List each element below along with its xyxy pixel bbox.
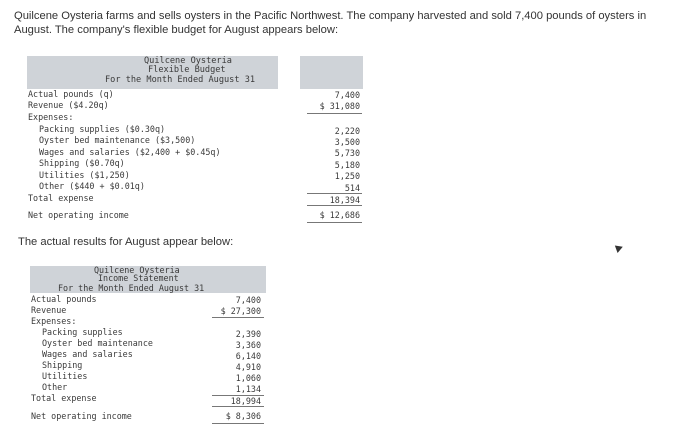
is-value-oyster-bed: 3,360: [235, 340, 261, 350]
flexible-budget-subtitle: Flexible Budget: [148, 65, 226, 75]
fb-label-expenses: Expenses:: [28, 112, 74, 122]
is-label-shipping: Shipping: [42, 360, 83, 370]
is-label-net-income: Net operating income: [31, 411, 132, 421]
is-label-oyster-bed: Oyster bed maintenance: [42, 338, 153, 348]
fb-rule-total: [307, 205, 362, 206]
fb-value-net-income: $ 12,686: [319, 210, 360, 220]
intro-line-2: August. The company's flexible budget for August appears below:: [14, 24, 339, 36]
fb-label-wages: Wages and salaries ($2,400 + $0.45q): [39, 147, 221, 157]
fb-label-other: Other ($440 + $0.01q): [39, 181, 145, 191]
fb-label-net-income: Net operating income: [28, 210, 129, 220]
is-rule-net: [212, 423, 264, 424]
fb-value-wages: 5,730: [334, 148, 360, 158]
is-value-utilities: 1,060: [235, 373, 261, 383]
mouse-cursor-icon: [615, 243, 624, 253]
fb-rule-expenses: [307, 193, 362, 194]
fb-value-other: 514: [344, 183, 360, 193]
flexible-budget-header-value-column: [300, 56, 363, 89]
fb-label-revenue: Revenue ($4.20q): [28, 100, 109, 110]
is-value-other: 1,134: [235, 384, 261, 394]
is-value-net-income: $ 8,306: [225, 411, 261, 421]
income-statement-subtitle: Income Statement: [98, 273, 179, 283]
is-value-actual-pounds: 7,400: [235, 295, 261, 305]
fb-label-shipping: Shipping ($0.70q): [39, 158, 125, 168]
is-label-total-expense: Total expense: [31, 393, 97, 403]
fb-value-utilities: 1,250: [334, 171, 360, 181]
is-label-other: Other: [42, 382, 68, 392]
fb-label-utilities: Utilities ($1,250): [39, 170, 130, 180]
income-statement-period: For the Month Ended August 31: [58, 283, 205, 293]
fb-value-revenue: $ 31,080: [319, 101, 360, 111]
fb-rule-net: [307, 222, 362, 223]
fb-value-shipping: 5,180: [334, 160, 360, 170]
problem-intro: [14, 9, 696, 37]
is-label-wages: Wages and salaries: [42, 349, 133, 359]
fb-value-packing-supplies: 2,220: [334, 126, 360, 136]
fb-value-total-expense: 18,394: [329, 195, 360, 205]
fb-value-actual-pounds: 7,400: [334, 90, 360, 100]
is-label-actual-pounds: Actual pounds: [31, 294, 97, 304]
is-value-shipping: 4,910: [235, 362, 261, 372]
income-statement-title: Quilcene Oysteria: [94, 265, 180, 275]
flexible-budget-period: For the Month Ended August 31: [105, 75, 256, 85]
is-label-expenses: Expenses:: [31, 316, 77, 326]
fb-value-oyster-bed: 3,500: [334, 137, 360, 147]
fb-rule-revenue: [307, 113, 362, 114]
income-statement-header: [30, 266, 266, 293]
is-value-wages: 6,140: [235, 351, 261, 361]
is-rule-total: [212, 406, 264, 407]
is-value-packing-supplies: 2,390: [235, 329, 261, 339]
is-label-utilities: Utilities: [42, 371, 88, 381]
is-label-packing-supplies: Packing supplies: [42, 327, 123, 337]
fb-label-packing-supplies: Packing supplies ($0.30q): [39, 124, 166, 134]
is-value-total-expense: 18,994: [230, 396, 261, 406]
is-label-revenue: Revenue: [31, 305, 67, 315]
is-value-revenue: $ 27,300: [220, 306, 261, 316]
is-rule-revenue: [212, 317, 264, 318]
intro-line-1: Quilcene Oysteria farms and sells oysters in the Pacific Northwest. The company harvested and sold 7,400 pounds of oysters in: [14, 10, 647, 22]
is-rule-expenses: [212, 395, 264, 396]
flexible-budget-title: Quilcene Oysteria: [144, 56, 232, 66]
flexible-budget-header: [27, 56, 278, 89]
fb-label-oyster-bed: Oyster bed maintenance ($3,500): [39, 135, 196, 145]
fb-label-total-expense: Total expense: [28, 193, 94, 203]
actual-results-caption: The actual results for August appear below:: [18, 236, 234, 248]
fb-label-actual-pounds: Actual pounds (q): [28, 89, 114, 99]
